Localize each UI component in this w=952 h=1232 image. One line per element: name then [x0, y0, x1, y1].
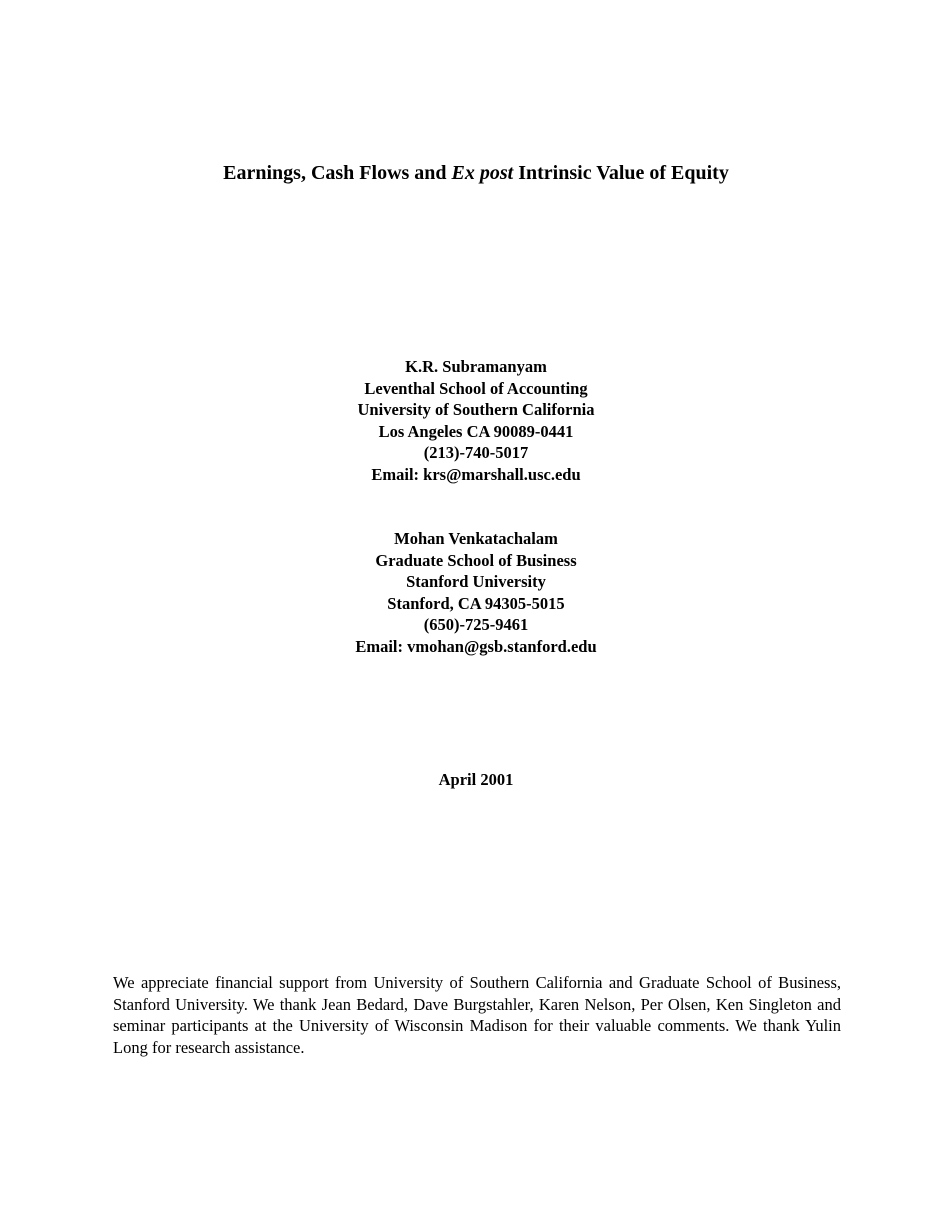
paper-title: [0, 160, 952, 186]
author-address: Stanford, CA 94305-5015: [387, 593, 565, 613]
author-name: K.R. Subramanyam: [405, 357, 547, 376]
author-name: Mohan Venkatachalam: [394, 529, 558, 548]
author-email: Email: krs@marshall.usc.edu: [371, 464, 581, 484]
author-block-venkatachalam: [0, 528, 952, 657]
author-university: University of Southern California: [357, 400, 595, 419]
author-address: Los Angeles CA 90089-0441: [378, 421, 574, 441]
author-block-subramanyam: [0, 356, 952, 485]
author-phone: (213)-740-5017: [423, 443, 529, 462]
paper-title-part1: Earnings, Cash Flows and: [223, 162, 452, 184]
acknowledgment-paragraph: We appreciate financial support from University of Southern California and Graduate School of Business, Stanford University. We thank Jean Bedard, Dave Burgstahler, Karen Nelson, Per Olsen, Ken Singleton and seminar participants at the University of Wisconsin Madison for their valuable comments. We thank Yulin Long for research assistance.: [113, 973, 841, 1057]
author-university: Stanford University: [406, 572, 546, 591]
author-phone: (650)-725-9461: [423, 615, 529, 634]
author-school: Graduate School of Business: [375, 550, 577, 570]
paper-title-italic: Ex post: [451, 162, 514, 184]
author-email: Email: vmohan@gsb.stanford.edu: [355, 636, 597, 656]
paper-title-part2: Intrinsic Value of Equity: [513, 162, 729, 184]
paper-date: April 2001: [438, 770, 514, 789]
author-school: Leventhal School of Accounting: [364, 378, 588, 398]
